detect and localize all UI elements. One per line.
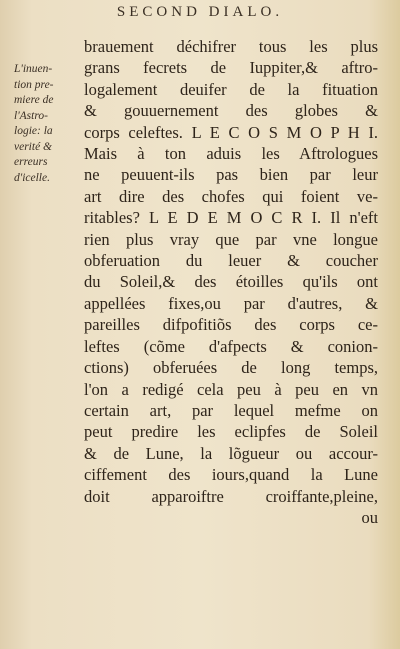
text-line: certain art, par lequel mefme on (84, 400, 378, 420)
margin-note-line: L'inuen- (14, 63, 53, 75)
margin-note-line: erreurs (14, 156, 48, 168)
text-line: art dire des chofes qui foient ve- (84, 186, 378, 206)
text-line: pareilles difpofitiõs des corps ce- (84, 315, 378, 335)
running-head: SECOND DIALO. (116, 4, 284, 20)
text-line: peut predire les eclipfes de Soleil (84, 422, 378, 442)
text-line: leftes (cõme d'afpects & conion- (84, 336, 378, 356)
margin-note-line: logie: la (14, 125, 53, 137)
catchword: ou (361, 507, 378, 527)
body-text (84, 36, 378, 528)
text-line: grans fecrets de Iuppiter,& aftro- (84, 58, 378, 78)
text-line: & de Lune, la lõgueur ou accour- (84, 443, 378, 463)
text-line: Mais à ton aduis les Aftrologues (84, 144, 378, 164)
text-line: appellées fixes,ou par d'autres, & (84, 293, 378, 313)
margin-note-line: verité & (14, 140, 52, 153)
text-line: l'on a redigé cela peu à peu en vn (84, 379, 378, 399)
margin-note (14, 62, 84, 186)
text-line: obferuation du leuer & coucher (84, 251, 378, 271)
text-line: logalement deuifer de la fituation (84, 79, 378, 99)
text-line: ritables? L E D E M O C R I. Il n'eft (84, 208, 378, 228)
text-line: corps celeftes. L E C O S M O P H I. (84, 122, 378, 142)
margin-note-line: l'Astro- (14, 109, 48, 122)
text-line: ne peuuent-ils pas bien par leur (84, 165, 378, 185)
text-line: & gouuernement des globes & (84, 101, 378, 121)
text-line: brauement déchifrer tous les plus (84, 37, 378, 56)
margin-note-line: miere de (14, 94, 54, 106)
text-line: du Soleil,& des étoilles qu'ils ont (84, 272, 378, 292)
margin-note-line: d'icelle. (14, 171, 50, 184)
text-line: ciffement des iours,quand la Lune (84, 465, 378, 485)
text-line: doit apparoiftre croiffante,pleine, (84, 486, 378, 506)
text-line: rien plus vray que par vne longue (84, 229, 378, 249)
margin-note-line: tion pre- (14, 78, 54, 91)
text-line: ctions) obferuées de long temps, (84, 358, 378, 378)
